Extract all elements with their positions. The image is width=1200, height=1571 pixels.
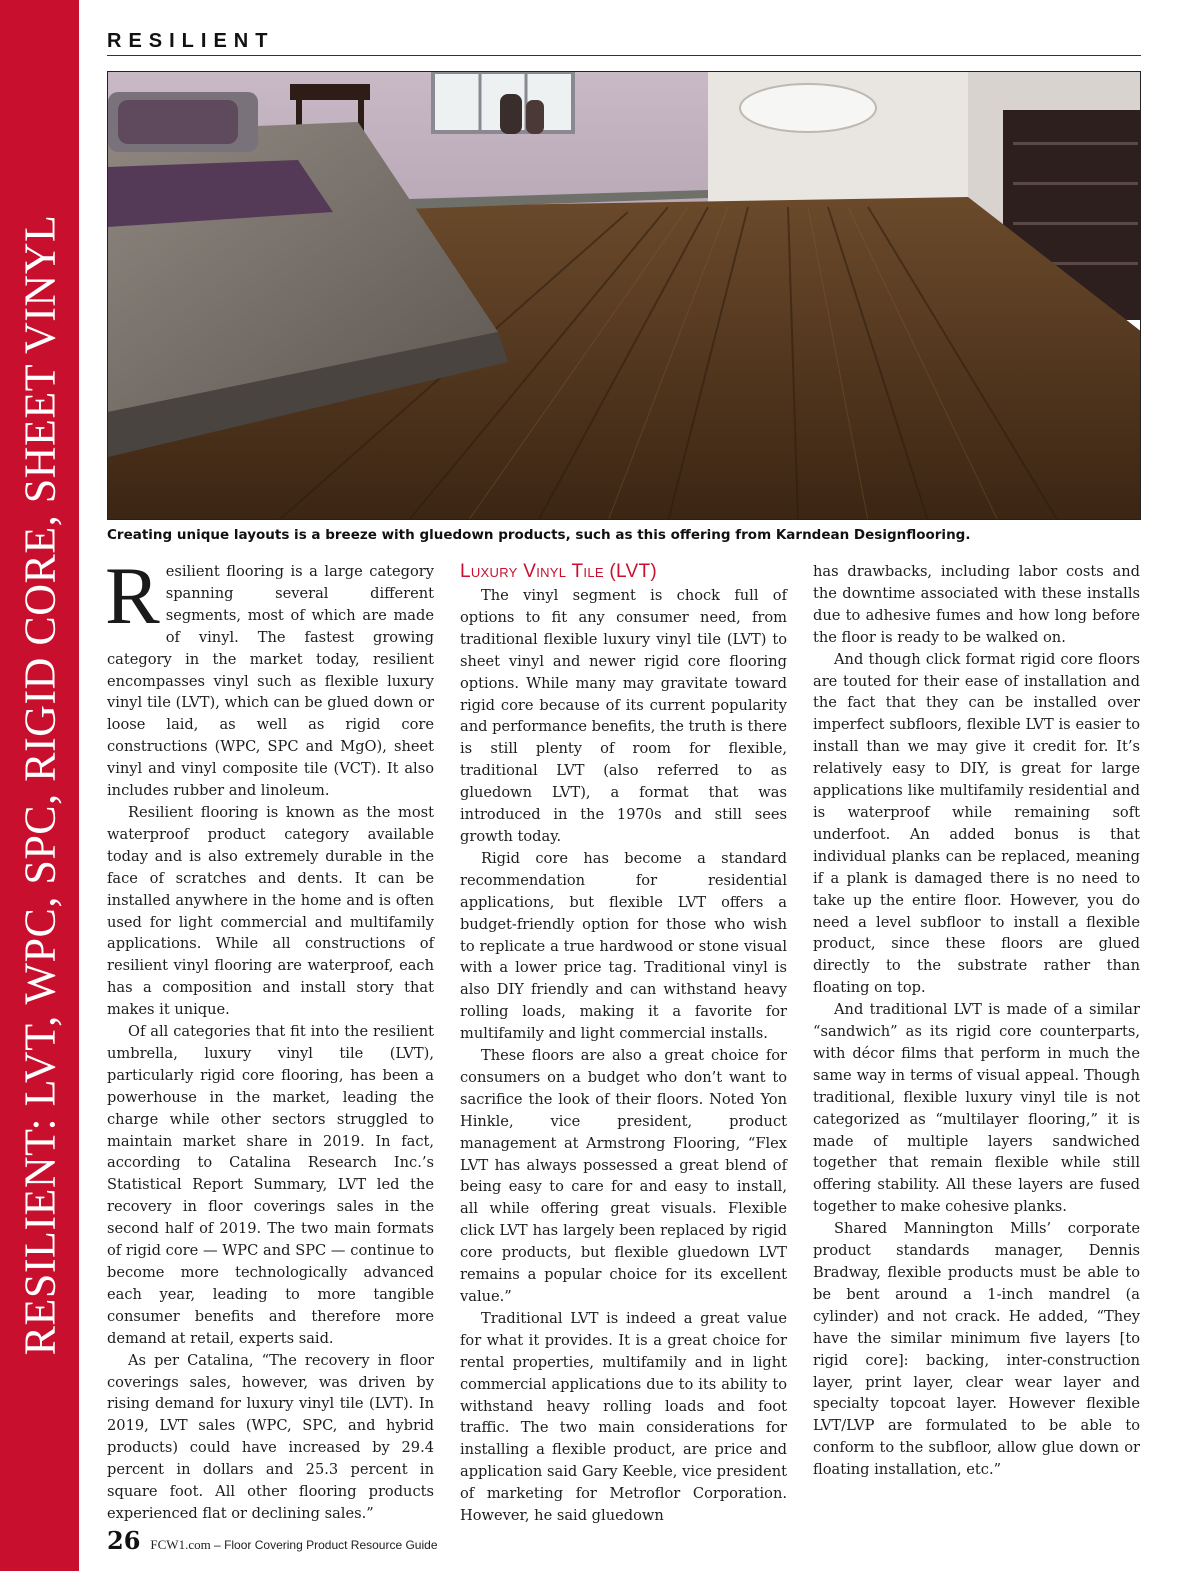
- article-column-3: [813, 561, 1140, 1481]
- paragraph: The vinyl segment is chock full of options to fit any consumer need, from traditional flexible luxury vinyl tile (LVT) to sheet vinyl and newer rigid core flooring options. While many may gravitate toward rigid core because of its current popularity and performance benefits, the truth is there is still plenty of room for flexible, traditional LVT (also referred to as gluedown LVT), a format that was introduced in the 1970s and still sees growth today.: [460, 587, 787, 845]
- drop-cap: R: [105, 550, 160, 641]
- paragraph: Traditional LVT is indeed a great value for what it provides. It is a great choice for rental properties, multifamily and in light commercial applications due to its ability to withstand heavy rolling loads and foot traffic. The two main considerations for installing a flexible product, are price and application said Gary Keeble, vice president of marketing for Metroflor Corporation. However, he said gluedown: [460, 1309, 787, 1525]
- article-column-2: [460, 561, 787, 1527]
- page-number: 26: [107, 1526, 141, 1555]
- paragraph: And though click format rigid core floors are touted for their ease of installation and the fact that they can be installed over imperfect subfloors, flexible LVT is easier to install than we may give it credit for. It’s relatively easy to DIY, is great for large applications like multifamily residential and is waterproof while remaining soft underfoot. An added bonus is that individual planks can be replaced, meaning if a plank is damaged there is no need to take up the entire floor. However, you do need a level subfloor to install a flexible product, since these floors are glued directly to the substrate rather than floating on top.: [813, 650, 1140, 997]
- header-rule: [107, 55, 1141, 56]
- section-subheading: Luxury Vinyl Tile (LVT): [460, 561, 658, 582]
- section-header: RESILIENT: [107, 30, 275, 52]
- paragraph: Rigid core has become a standard recommendation for residential applications, but flexible LVT offers a budget-friendly option for those who wish to replicate a true hardwood or stone visual with a lower price tag. Traditional vinyl is also DIY friendly and can withstand heavy rolling loads, making it a favorite for multifamily and light commercial installs.: [460, 849, 787, 1043]
- paragraph: has drawbacks, including labor costs and the downtime associated with these installs due to adhesive fumes and how long before the floor is ready to be walked on.: [813, 563, 1140, 646]
- article-column-1: [105, 550, 434, 1525]
- bedroom-vinyl-floor-photo: [107, 71, 1141, 520]
- photo-caption: Creating unique layouts is a breeze with gluedown products, such as this offering from Karndean Designflooring.: [107, 527, 971, 543]
- paragraph: These floors are also a great choice for consumers on a budget who don’t want to sacrifice the look of their floors. Noted Yon Hinkle, vice president, product management at Armstrong Flooring, “Flex LVT has always possessed a great blend of being easy to care for and easy to install, all while offering great visuals. Flexible click LVT has largely been replaced by rigid core products, but flexible gluedown LVT remains a popular choice for its excellent value.”: [460, 1047, 787, 1305]
- footer-publication: FCW1.com – Floor Covering Product Resource Guide: [150, 1537, 438, 1552]
- page-footer: [107, 1526, 438, 1555]
- paragraph: As per Catalina, “The recovery in floor coverings sales, however, was driven by rising demand for luxury vinyl tile (LVT). In 2019, LVT sales (WPC, SPC, and hybrid products) could have increased by 29.4 percent in dollars and 25.3 percent in square foot. All other flooring products experienced flat or declining sales.”: [107, 1351, 434, 1522]
- paragraph: Of all categories that fit into the resilient umbrella, luxury vinyl tile (LVT), particularly rigid core flooring, has been a powerhouse in the market, leading the charge while other sectors struggled to maintain market share in 2019. In fact, according to Catalina Research Inc.’s Statistical Report Summary, LVT led the recovery in floor coverings sales in the second half of 2019. The two main formats of rigid core — WPC and SPC — continue to become more technologically advanced each year, leading to more tangible consumer benefits and therefore more demand at retail, experts said.: [107, 1023, 434, 1347]
- paragraph: Resilient flooring is known as the most waterproof product category available today and is also extremely durable in the face of scratches and dents. It can be installed anywhere in the home and is often used for light commercial and multifamily applications. While all constructions of resilient vinyl flooring are waterproof, each has a composition and install story that makes it unique.: [107, 803, 434, 1019]
- side-band: [0, 0, 79, 1571]
- paragraph: And traditional LVT is made of a similar “sandwich” as its rigid core counterparts, with décor films that perform in much the same way in terms of visual appeal. Though traditional, flexible luxury vinyl tile is not categorized as “multilayer flooring,” it is made of multiple layers sandwiched together that remain flexible while still offering stability. All these layers are fused together to make cohesive planks.: [813, 1001, 1140, 1216]
- paragraph: Resilient flooring is a large category spanning several different segments, most of which are made of vinyl. The fastest growing category in the market today, resilient encompasses vinyl such as flexible luxury vinyl tile (LVT), which can be glued down or loose laid, as well as rigid core constructions (WPC, SPC and MgO), sheet vinyl and vinyl composite tile (VCT). It also includes rubber and linoleum.: [105, 550, 434, 800]
- side-band-title: RESILIENT: LVT, WPC, SPC, RIGID CORE, SHEET VINYL: [15, 214, 65, 1356]
- paragraph: Shared Mannington Mills’ corporate product standards manager, Dennis Bradway, flexible products must be able to be bent around a 1-inch mandrel (a cylinder) and not crack. He added, “They have the similar minimum five layers [to rigid core]: backing, inter-construction layer, print layer, clear wear layer and specialty topcoat layer. However flexible LVT/LVP are formulated to be able to conform to the subfloor, allow glue down or floating installation, etc.”: [813, 1220, 1140, 1479]
